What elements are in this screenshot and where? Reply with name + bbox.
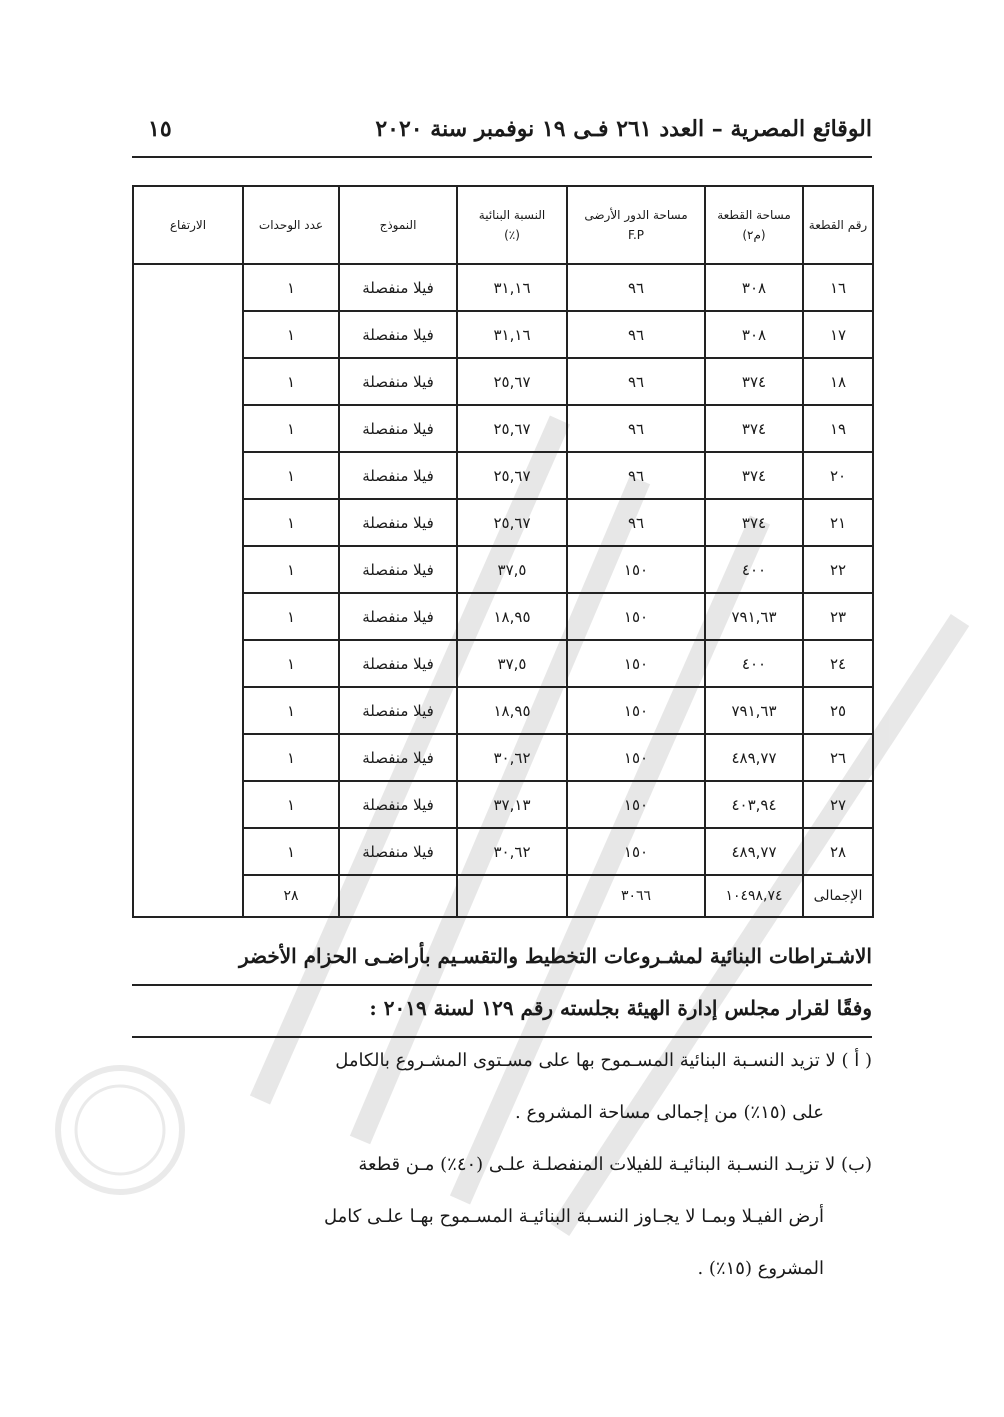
cell-area: ٣٧٤	[705, 405, 803, 452]
header-divider	[132, 156, 872, 158]
cell-area: ٣٠٨	[705, 264, 803, 311]
cell-plot: ١٩	[803, 405, 873, 452]
cell-fp: ٩٦	[567, 499, 705, 546]
conditions-list	[132, 1050, 872, 1300]
cell-model: فيلا منفصلة	[339, 264, 457, 311]
table-row	[133, 452, 873, 499]
cell-area: ٧٩١,٦٣	[705, 593, 803, 640]
cell-model: فيلا منفصلة	[339, 640, 457, 687]
cell-plot: ٢٢	[803, 546, 873, 593]
cell-ratio: ٢٥,٦٧	[457, 405, 567, 452]
cell-fp: ١٥٠	[567, 687, 705, 734]
cell-units: ١	[243, 452, 339, 499]
cell-model: فيلا منفصلة	[339, 781, 457, 828]
cell-ratio: ٣٠,٦٢	[457, 734, 567, 781]
cell-area: ٣٧٤	[705, 452, 803, 499]
cell-plot: ٢٤	[803, 640, 873, 687]
item-a-line-2: على (١٥٪) من إجمالى مساحة المشروع .	[515, 1102, 824, 1123]
cell-model: فيلا منفصلة	[339, 734, 457, 781]
table-row	[133, 311, 873, 358]
cell-fp: ١٥٠	[567, 734, 705, 781]
cell-ratio: ٣٧,١٣	[457, 781, 567, 828]
table-row	[133, 358, 873, 405]
cell-plot: ٢١	[803, 499, 873, 546]
item-b-line-2: أرض الفيـلا وبمـا لا يجـاوز النسـبة البنائيـة المسـموح بهـا علـى كامل	[323, 1206, 824, 1227]
cell-units: ١	[243, 358, 339, 405]
heading-line-1: الاشـتراطات البنائية لمشـروعات التخطيط والتقسـيم بأراضـى الحزام الأخضر	[239, 944, 872, 968]
cell-ratio: ١٨,٩٥	[457, 593, 567, 640]
total-ratio-empty	[457, 875, 567, 917]
cell-units: ١	[243, 781, 339, 828]
cell-units: ١	[243, 734, 339, 781]
item-a-line-1: ( أ ) لا تزيد النسـبة البنائية المسـموح بها على مسـتوى المشـروع بالكامل	[335, 1050, 872, 1071]
cell-units: ١	[243, 640, 339, 687]
cell-area: ٤٨٩,٧٧	[705, 734, 803, 781]
table-row	[133, 640, 873, 687]
cell-model: فيلا منفصلة	[339, 546, 457, 593]
cell-ratio: ٢٥,٦٧	[457, 358, 567, 405]
col-header-model: النموذج	[339, 186, 457, 264]
col-header-units: عدد الوحدات	[243, 186, 339, 264]
cell-fp: ٩٦	[567, 264, 705, 311]
cell-ratio: ٢٥,٦٧	[457, 499, 567, 546]
cell-ratio: ١٨,٩٥	[457, 687, 567, 734]
cell-fp: ٩٦	[567, 358, 705, 405]
table-row	[133, 734, 873, 781]
cell-area: ٣٧٤	[705, 358, 803, 405]
cell-ratio: ٣٠,٦٢	[457, 828, 567, 875]
table-row	[133, 828, 873, 875]
cell-model: فيلا منفصلة	[339, 593, 457, 640]
cell-plot: ١٨	[803, 358, 873, 405]
cell-units: ١	[243, 499, 339, 546]
cell-model: فيلا منفصلة	[339, 687, 457, 734]
col-header-plot-area: مساحة القطعة (م٢)	[705, 186, 803, 264]
col-header-plot-no: رقم القطعة	[803, 186, 873, 264]
table-row	[133, 781, 873, 828]
table-row	[133, 546, 873, 593]
item-b-line-3: المشروع (١٥٪) .	[697, 1258, 824, 1279]
cell-units: ١	[243, 405, 339, 452]
cell-model: فيلا منفصلة	[339, 311, 457, 358]
cell-plot: ٢٣	[803, 593, 873, 640]
cell-plot: ٢٦	[803, 734, 873, 781]
cell-plot: ١٦	[803, 264, 873, 311]
cell-units: ١	[243, 264, 339, 311]
cell-model: فيلا منفصلة	[339, 452, 457, 499]
cell-plot: ١٧	[803, 311, 873, 358]
heading-line-2: وفقًا لقرار مجلس إدارة الهيئة بجلسته رقم ١٢٩ لسنة ٢٠١٩ :	[369, 996, 872, 1020]
page-number: ١٥	[148, 116, 172, 142]
cell-area: ٤٠٣,٩٤	[705, 781, 803, 828]
cell-area: ٣٠٨	[705, 311, 803, 358]
cell-ratio: ٣١,١٦	[457, 311, 567, 358]
cell-units: ١	[243, 828, 339, 875]
heading-underline-2	[132, 1036, 872, 1038]
col-header-ground-floor: مساحة الدور الأرضى F.P	[567, 186, 705, 264]
cell-fp: ١٥٠	[567, 640, 705, 687]
cell-model: فيلا منفصلة	[339, 499, 457, 546]
cell-ratio: ٢٥,٦٧	[457, 452, 567, 499]
plots-table	[132, 185, 874, 918]
section-heading-2	[132, 996, 872, 1036]
cell-plot: ٢٥	[803, 687, 873, 734]
total-area: ١٠٤٩٨,٧٤	[705, 875, 803, 917]
cell-fp: ١٥٠	[567, 593, 705, 640]
table-header-row	[133, 186, 873, 264]
cell-plot: ٢٨	[803, 828, 873, 875]
cell-ratio: ٣٧,٥	[457, 640, 567, 687]
cell-model: فيلا منفصلة	[339, 405, 457, 452]
cell-area: ٤٠٠	[705, 640, 803, 687]
total-label: الإجمالى	[803, 875, 873, 917]
cell-fp: ١٥٠	[567, 781, 705, 828]
cell-fp: ١٥٠	[567, 828, 705, 875]
table-row	[133, 405, 873, 452]
col-header-coverage: النسبة البنائية (٪)	[457, 186, 567, 264]
cell-area: ٣٧٤	[705, 499, 803, 546]
table-row	[133, 593, 873, 640]
cell-model: فيلا منفصلة	[339, 828, 457, 875]
section-heading	[132, 944, 872, 984]
cell-units: ١	[243, 593, 339, 640]
cell-area: ٤٠٠	[705, 546, 803, 593]
cell-ratio: ٣١,١٦	[457, 264, 567, 311]
gazette-title: الوقائع المصرية – العدد ٢٦١ فـى ١٩ نوفمبر سنة ٢٠٢٠	[375, 116, 872, 142]
cell-fp: ٩٦	[567, 452, 705, 499]
total-units: ٢٨	[243, 875, 339, 917]
cell-area: ٤٨٩,٧٧	[705, 828, 803, 875]
col-header-height: الارتفاع	[133, 186, 243, 264]
item-b-line-1: (ب) لا تزيـد النسـبة البنائيـة للفيلات المنفصلـة علـى (٤٠٪) مـن قطعة	[358, 1154, 872, 1175]
table-row	[133, 499, 873, 546]
cell-units: ١	[243, 311, 339, 358]
cell-model: فيلا منفصلة	[339, 358, 457, 405]
cell-plot: ٢٧	[803, 781, 873, 828]
table-row	[133, 687, 873, 734]
cell-ratio: ٣٧,٥	[457, 546, 567, 593]
cell-area: ٧٩١,٦٣	[705, 687, 803, 734]
cell-fp: ٩٦	[567, 405, 705, 452]
page-header	[132, 112, 872, 156]
cell-fp: ١٥٠	[567, 546, 705, 593]
cell-fp: ٩٦	[567, 311, 705, 358]
total-model-empty	[339, 875, 457, 917]
table-total-row	[133, 875, 873, 917]
cell-units: ١	[243, 546, 339, 593]
total-fp: ٣٠٦٦	[567, 875, 705, 917]
total-height-empty	[133, 875, 243, 917]
heading-underline-1	[132, 984, 872, 986]
cell-units: ١	[243, 687, 339, 734]
cell-height-merged	[133, 264, 243, 875]
table-row	[133, 264, 873, 311]
cell-plot: ٢٠	[803, 452, 873, 499]
